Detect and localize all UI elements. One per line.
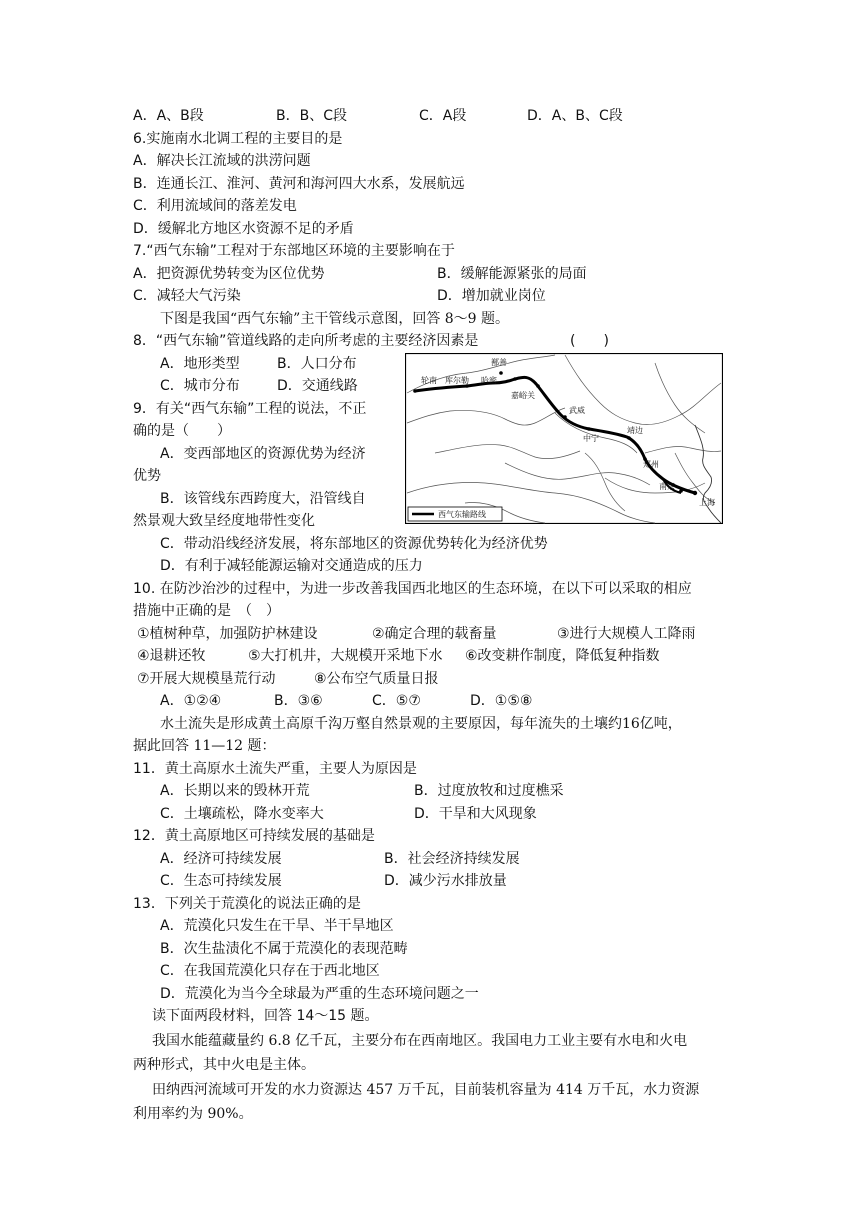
q10-measure-5: ⑤大打机井，大规模开采地下水 [248,648,443,664]
west-east-gas-map [405,353,723,524]
q8-option-c: C．城市分布 [160,378,240,394]
map-label-shanshan: 鄯善 [491,358,507,367]
q9-option-a-line1: A．变西部地区的资源优势为经济 [160,446,366,462]
material-1-line2: 两种形式，其中火电是主体。 [133,1057,315,1073]
q12-option-b: B．社会经济持续发展 [384,851,520,867]
q10-option-c: C．⑤⑦ [372,693,421,709]
q7-option-d: D．增加就业岗位 [437,288,546,304]
q10-measure-2: ②确定合理的载畜量 [372,626,497,642]
q12-stem: 12．黄土高原地区可持续发展的基础是 [133,828,375,844]
q13-stem: 13．下列关于荒漠化的说法正确的是 [133,896,361,912]
q10-option-d: D．①⑤⑧ [470,693,533,709]
q13-option-b: B．次生盐渍化不属于荒漠化的表现范畴 [160,941,408,957]
q11-option-b: B．过度放牧和过度樵采 [414,783,564,799]
intro-11-12-line1: 水土流失是形成黄土高原千沟万壑自然景观的主要原因，每年流失的土壤约16亿吨， [160,716,682,732]
q8-stem: 8．“西气东输”管道线路的走向所考虑的主要经济因素是 [133,333,479,349]
q11-stem: 11．黄土高原水土流失严重，主要人为原因是 [133,761,417,777]
q9-option-c: C．带动沿线经济发展，将东部地区的资源优势转化为经济优势 [160,536,548,552]
map-label-jingbian: 靖边 [627,426,643,435]
q11-option-a: A．长期以来的毁林开荒 [160,783,310,799]
q10-option-a: A．①②④ [160,693,222,709]
q12-option-c: C．生态可持续发展 [160,873,282,889]
map-label-nanjing: 南京 [659,482,675,491]
q13-option-c: C．在我国荒漠化只存在于西北地区 [160,963,380,979]
q10-measure-4: ④退耕还牧 [137,648,206,664]
map-label-zhengzhou: 郑州 [643,460,659,469]
q10-stem-line2: 措施中正确的是 （ ） [133,603,280,619]
q13-option-d: D．荒漠化为当今全球最为严重的生态环境问题之一 [160,986,479,1002]
q13-option-a: A．荒漠化只发生在干旱、半干旱地区 [160,918,394,934]
q8-bracket: ( ) [570,333,609,349]
map-label-shanghai: 上海 [699,498,715,507]
q5-option-c: C．A段 [419,108,467,124]
q8-option-d: D．交通线路 [277,378,358,394]
intro-8-9: 下图是我国“西气东输”主干管线示意图，回答 8～9 题。 [160,311,510,327]
q6-option-b: B．连通长江、淮河、黄河和海河四大水系，发展航远 [133,176,465,192]
map-label-wuwei: 武威 [569,406,585,415]
map-legend-label: 西气东输路线 [438,510,486,519]
q7-option-c: C．减轻大气污染 [133,288,241,304]
q9-option-d: D．有利于减轻能源运输对交通造成的压力 [160,558,423,574]
map-label-zhongning: 中宁 [583,434,599,443]
q7-option-a: A．把资源优势转变为区位优势 [133,266,325,282]
map-label-hami: 哈密 [481,376,497,385]
q10-measure-3: ③进行大规模人工降雨 [557,626,696,642]
q10-measure-8: ⑧公布空气质量日报 [314,671,439,687]
q10-measure-1: ①植树种草，加强防护林建设 [137,626,318,642]
material-2-line2: 利用率约为 90%。 [133,1106,253,1122]
intro-11-12-line2: 据此回答 11—12 题： [133,738,276,754]
q9-option-b-line1: B．该管线东西跨度大，沿管线自 [160,491,366,507]
q9-stem-line1: 9．有关“西气东输”工程的说法，不正 [133,401,367,417]
q5-option-b: B．B、C段 [276,108,347,124]
q7-option-b: B．缓解能源紧张的局面 [437,266,587,282]
q10-stem-line1: 10. 在防沙治沙的过程中，为进一步改善我国西北地区的生态环境，在以下可以采取的相应 [133,581,692,597]
map-label-korla: 库尔勒 [445,376,469,385]
q11-option-c: C．土壤疏松，降水变率大 [160,806,324,822]
q9-option-b-line2: 然景观大致呈经度地带性变化 [133,513,315,529]
q6-option-d: D．缓解北方地区水资源不足的矛盾 [133,221,354,237]
map-label-lunnan: 轮南 [421,376,437,385]
q8-option-b: B．人口分布 [277,356,357,372]
q10-measure-6: ⑥改变耕作制度，降低复种指数 [465,648,660,664]
q12-option-a: A．经济可持续发展 [160,851,282,867]
q10-option-b: B．③⑥ [274,693,323,709]
q6-option-a: A．解决长江流域的洪涝问题 [133,153,311,169]
q7-stem: 7.“西气东输”工程对于东部地区环境的主要影响在于 [133,243,455,259]
q9-option-a-line2: 优势 [133,468,161,484]
q5-option-a: A．A、B段 [133,108,204,124]
q9-stem-line2: 确的是（ ） [133,423,231,439]
q11-option-d: D．干旱和大风现象 [414,806,537,822]
material-1-line1: 我国水能蕴藏量约 6.8 亿千瓦，主要分布在西南地区。我国电力工业主要有水电和火电 [152,1033,688,1049]
intro-14-15: 读下面两段材料，回答 14～15 题。 [152,1008,379,1024]
q12-option-d: D．减少污水排放量 [384,873,507,889]
q8-option-a: A．地形类型 [160,356,240,372]
q10-measure-7: ⑦开展大规模垦荒行动 [137,671,276,687]
material-2-line1: 田纳西河流域可开发的水力资源达 457 万千瓦，目前装机容量为 414 万千瓦，水力资源 [152,1082,700,1098]
q6-stem: 6.实施南水北调工程的主要目的是 [133,131,343,147]
map-label-jiayuguan: 嘉峪关 [511,391,535,400]
q6-option-c: C．利用流域间的落差发电 [133,198,297,214]
q5-option-d: D．A、B、C段 [527,108,623,124]
